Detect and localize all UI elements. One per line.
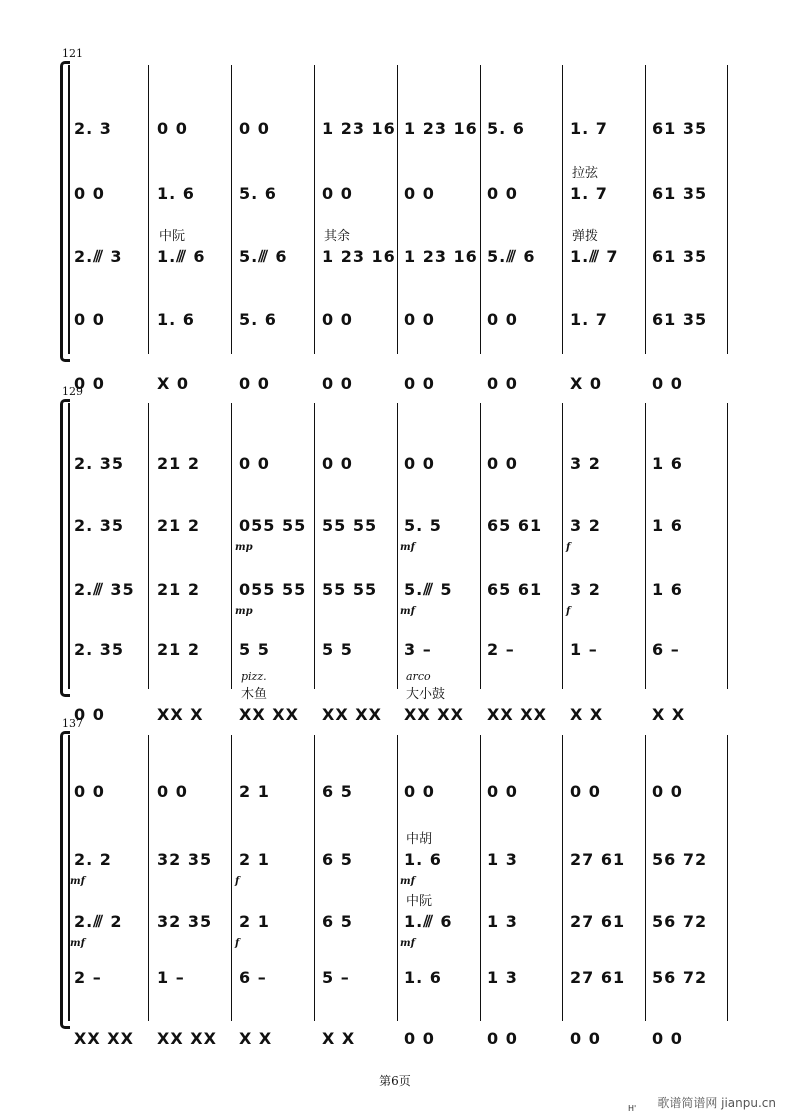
measure-cell: 56 72	[652, 968, 708, 987]
barline	[148, 403, 149, 689]
barline	[645, 403, 646, 689]
measure-cell: 61 35	[652, 184, 708, 203]
instrument-label: 中胡	[406, 832, 433, 847]
dynamic-marking: mf	[400, 606, 415, 617]
measure-cell: 5. 6	[239, 310, 277, 329]
dynamic-marking: mf	[400, 938, 415, 949]
measure-cell: 65 61	[487, 580, 543, 599]
dynamic-marking: mp	[235, 606, 253, 617]
dynamic-marking: f	[566, 606, 571, 617]
measure-cell: 1 6	[652, 516, 683, 535]
measure-cell: 1 23 16	[404, 247, 478, 266]
measure-cell: 21 2	[157, 454, 200, 473]
measure-cell: 65 61	[487, 516, 543, 535]
measure-cell: 1 23 16	[322, 119, 396, 138]
measure-cell: 6 5	[322, 850, 353, 869]
measure-cell: 055 55	[239, 516, 307, 535]
measure-cell: 5. 5	[404, 516, 442, 535]
measure-cell: 1 –	[570, 640, 598, 659]
measure-cell: 2. 35	[74, 516, 125, 535]
measure-cell: 0 0	[74, 705, 105, 724]
barline	[397, 403, 398, 689]
barline	[231, 735, 232, 1021]
measure-cell: 0 0	[404, 454, 435, 473]
measure-cell: 0 0	[157, 782, 188, 801]
measure-cell: XX XX	[322, 705, 382, 724]
measure-cell: 2. 2	[74, 850, 112, 869]
measure-cell: 1.⫻ 7	[570, 247, 619, 266]
measure-cell: 055 55	[239, 580, 307, 599]
measure-cell: 1 3	[487, 850, 518, 869]
measure-cell: 1. 6	[404, 850, 442, 869]
measure-cell: 27 61	[570, 850, 626, 869]
barline	[480, 735, 481, 1021]
barline	[397, 65, 398, 354]
measure-cell: 6 5	[322, 912, 353, 931]
measure-cell: 1. 6	[157, 184, 195, 203]
measure-number: 129	[62, 385, 83, 398]
measure-cell: 2 1	[239, 912, 270, 931]
barline	[480, 65, 481, 354]
measure-cell: 5.⫻ 6	[487, 247, 536, 266]
measure-cell: 6 –	[652, 640, 680, 659]
measure-cell: 2.⫻ 3	[74, 247, 123, 266]
measure-cell: 1.⫻ 6	[404, 912, 453, 931]
measure-cell: 0 0	[487, 454, 518, 473]
barline	[562, 65, 563, 354]
measure-cell: XX XX	[404, 705, 464, 724]
page-number: 第6页	[379, 1074, 411, 1088]
measure-cell: 0 0	[570, 1029, 601, 1048]
instrument-label: 木鱼	[241, 687, 268, 702]
measure-cell: 32 35	[157, 850, 213, 869]
measure-cell: XX XX	[487, 705, 547, 724]
instrument-label: 大小鼓	[406, 687, 446, 702]
measure-cell: X X	[652, 705, 686, 724]
measure-cell: 5.⫻ 5	[404, 580, 453, 599]
measure-cell: 1 6	[652, 454, 683, 473]
measure-cell: 0 0	[652, 782, 683, 801]
instrument-label: 拉弦	[572, 166, 599, 181]
measure-cell: 0 0	[322, 374, 353, 393]
measure-cell: 3 2	[570, 454, 601, 473]
measure-cell: 0 0	[652, 374, 683, 393]
watermark: 歌谱简谱网 jianpu.cn	[657, 1096, 776, 1110]
corner-mark: H'	[628, 1104, 637, 1113]
measure-cell: 2 1	[239, 850, 270, 869]
measure-cell: 3 2	[570, 516, 601, 535]
measure-cell: 0 0	[239, 119, 270, 138]
measure-cell: 2. 3	[74, 119, 112, 138]
measure-cell: 0 0	[487, 782, 518, 801]
measure-cell: 1 23 16	[322, 247, 396, 266]
measure-cell: 2. 35	[74, 640, 125, 659]
barline	[148, 735, 149, 1021]
measure-number: 121	[62, 47, 83, 60]
measure-cell: 55 55	[322, 580, 378, 599]
measure-cell: 0 0	[487, 1029, 518, 1048]
instrument-label: 中阮	[159, 229, 186, 244]
instrument-label: 中阮	[406, 894, 433, 909]
measure-cell: 6 –	[239, 968, 267, 987]
dynamic-marking: f	[235, 876, 240, 887]
barline	[148, 65, 149, 354]
measure-cell: 1 3	[487, 912, 518, 931]
measure-cell: 0 0	[322, 184, 353, 203]
dynamic-marking: mf	[400, 542, 415, 553]
measure-cell: 2 –	[74, 968, 102, 987]
measure-cell: 21 2	[157, 580, 200, 599]
measure-cell: 0 0	[74, 184, 105, 203]
barline	[314, 403, 315, 689]
measure-cell: 0 0	[570, 782, 601, 801]
measure-cell: 32 35	[157, 912, 213, 931]
technique-marking: pizz.	[241, 670, 267, 683]
barline	[727, 403, 728, 689]
measure-cell: 0 0	[322, 310, 353, 329]
barline	[231, 65, 232, 354]
measure-cell: 5.⫻ 6	[239, 247, 288, 266]
barline	[314, 65, 315, 354]
measure-cell: 1.⫻ 6	[157, 247, 206, 266]
measure-cell: 56 72	[652, 912, 708, 931]
measure-cell: XX X	[157, 705, 204, 724]
measure-cell: 0 0	[487, 184, 518, 203]
dynamic-marking: f	[235, 938, 240, 949]
measure-cell: 1. 6	[157, 310, 195, 329]
measure-cell: 2.⫻ 2	[74, 912, 123, 931]
barline	[727, 65, 728, 354]
measure-cell: 0 0	[74, 310, 105, 329]
measure-cell: 61 35	[652, 119, 708, 138]
barline	[314, 735, 315, 1021]
measure-number: 137	[62, 717, 83, 730]
measure-cell: X X	[239, 1029, 273, 1048]
measure-cell: XX XX	[74, 1029, 134, 1048]
measure-cell: 27 61	[570, 912, 626, 931]
measure-cell: 0 0	[157, 119, 188, 138]
measure-cell: 61 35	[652, 247, 708, 266]
measure-cell: 5 –	[322, 968, 350, 987]
measure-cell: 0 0	[239, 374, 270, 393]
measure-cell: 3 2	[570, 580, 601, 599]
measure-cell: 2. 35	[74, 454, 125, 473]
technique-marking: arco	[406, 670, 431, 683]
measure-cell: 55 55	[322, 516, 378, 535]
instrument-label: 弹拨	[572, 229, 599, 244]
measure-cell: 5 5	[322, 640, 353, 659]
measure-cell: 2 1	[239, 782, 270, 801]
measure-cell: 27 61	[570, 968, 626, 987]
measure-cell: 0 0	[74, 374, 105, 393]
measure-cell: 0 0	[74, 782, 105, 801]
instrument-label: 其余	[324, 229, 351, 244]
dynamic-marking: mf	[70, 876, 85, 887]
barline	[480, 403, 481, 689]
dynamic-marking: mp	[235, 542, 253, 553]
measure-cell: 56 72	[652, 850, 708, 869]
barline	[645, 65, 646, 354]
system-left-barline	[68, 403, 70, 689]
measure-cell: 2 –	[487, 640, 515, 659]
measure-cell: 0 0	[404, 310, 435, 329]
measure-cell: 0 0	[404, 184, 435, 203]
measure-cell: 0 0	[652, 1029, 683, 1048]
measure-cell: XX XX	[157, 1029, 217, 1048]
measure-cell: 21 2	[157, 516, 200, 535]
measure-cell: 3 –	[404, 640, 432, 659]
measure-cell: 5 5	[239, 640, 270, 659]
measure-cell: 0 0	[487, 374, 518, 393]
barline	[562, 735, 563, 1021]
measure-cell: 1. 6	[404, 968, 442, 987]
measure-cell: X 0	[157, 374, 190, 393]
barline	[397, 735, 398, 1021]
measure-cell: 0 0	[487, 310, 518, 329]
score-system	[0, 715, 790, 1048]
measure-cell: 1. 7	[570, 310, 608, 329]
measure-cell: 1 23 16	[404, 119, 478, 138]
dynamic-marking: f	[566, 542, 571, 553]
measure-cell: 1 6	[652, 580, 683, 599]
dynamic-marking: mf	[400, 876, 415, 887]
measure-cell: 1 3	[487, 968, 518, 987]
measure-cell: 21 2	[157, 640, 200, 659]
measure-cell: 0 0	[404, 374, 435, 393]
measure-cell: X X	[570, 705, 604, 724]
barline	[231, 403, 232, 689]
measure-cell: 0 0	[239, 454, 270, 473]
measure-cell: 61 35	[652, 310, 708, 329]
system-left-barline	[68, 65, 70, 354]
measure-cell: 1. 7	[570, 184, 608, 203]
measure-cell: 5. 6	[239, 184, 277, 203]
barline	[645, 735, 646, 1021]
barline	[562, 403, 563, 689]
measure-cell: X 0	[570, 374, 603, 393]
measure-cell: 0 0	[322, 454, 353, 473]
measure-cell: 2.⫻ 35	[74, 580, 135, 599]
measure-cell: XX XX	[239, 705, 299, 724]
measure-cell: 0 0	[404, 1029, 435, 1048]
barline	[727, 735, 728, 1021]
measure-cell: 1. 7	[570, 119, 608, 138]
measure-cell: 5. 6	[487, 119, 525, 138]
measure-cell: 6 5	[322, 782, 353, 801]
measure-cell: X X	[322, 1029, 356, 1048]
measure-cell: 1 –	[157, 968, 185, 987]
dynamic-marking: mf	[70, 938, 85, 949]
measure-cell: 0 0	[404, 782, 435, 801]
